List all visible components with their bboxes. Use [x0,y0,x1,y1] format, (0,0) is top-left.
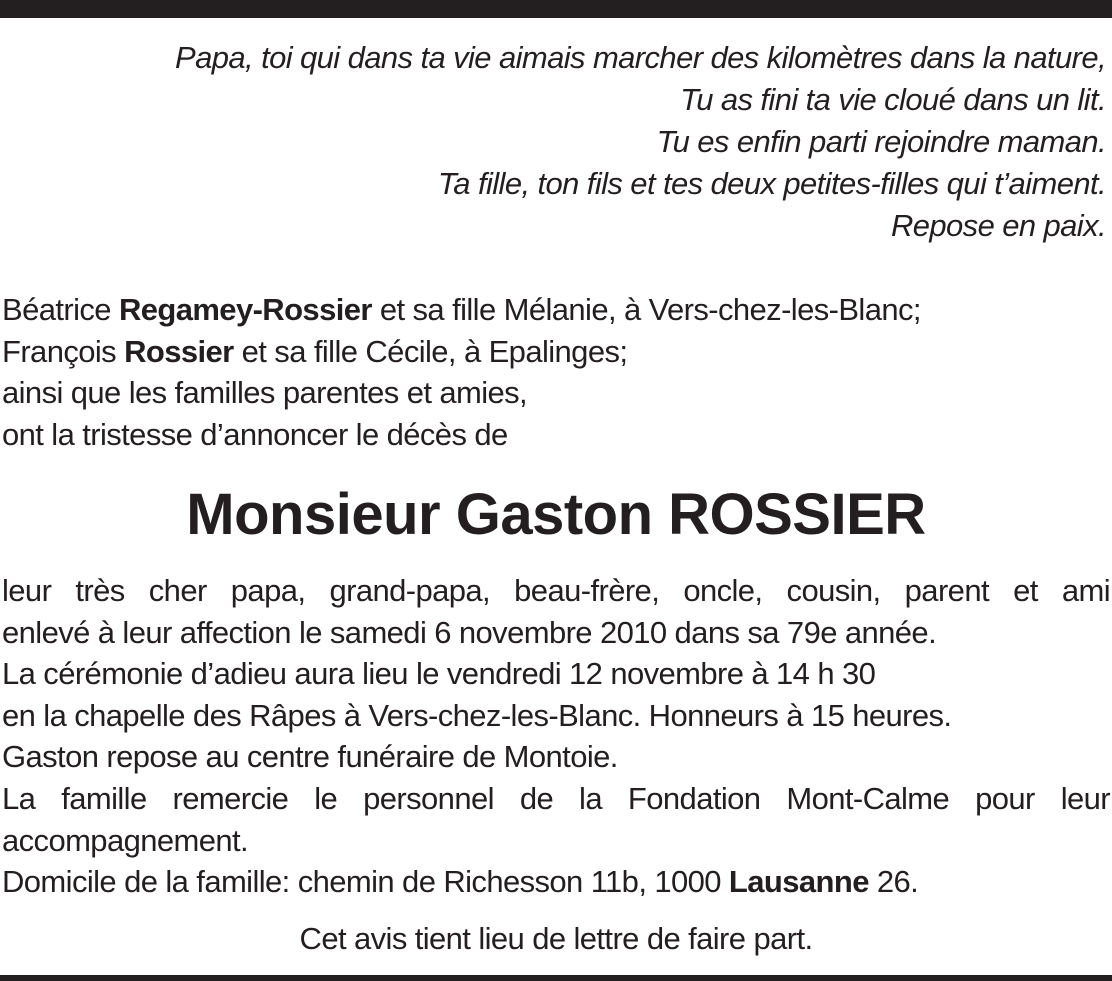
top-border-rule [0,0,1112,18]
poem-line: Tu as fini ta vie cloué dans un lit. [680,82,1106,117]
family-surname: Regamey-Rossier [118,292,372,327]
poem-line: Repose en paix. [890,208,1106,243]
announcement-intro: ont la tristesse d’annoncer le décès de [2,416,508,452]
obituary-details [2,570,1110,903]
family-address: Domicile de la famille: chemin de Richesson 11b, 1000 Lausanne 26. [2,864,919,900]
poem-line: Tu es enfin parti rejoindre maman. [656,124,1106,159]
details-line: leur très cher papa, grand-papa, beau-frère, oncle, cousin, parent et ami [2,573,1110,608]
poem [6,37,1106,247]
family-line-beatrice: Béatrice Regamey-Rossier et sa fille Mélanie, à Vers-chez-les-Blanc; [2,292,921,327]
poem-line: Papa, toi qui dans ta vie aimais marcher des kilomètres dans la nature, [175,40,1106,75]
ceremony-line: La cérémonie d’adieu aura lieu le vendredi 12 novembre à 14 h 30 [2,656,876,692]
deceased-name: Monsieur Gaston ROSSIER [186,482,926,547]
thanks-line-cont: accompagnement. [2,822,249,858]
poem-line: Ta fille, ton fils et tes deux petites-filles qui t’aiment. [437,166,1106,201]
address-city: Lausanne [728,864,869,900]
funeral-center-line: Gaston repose au centre funéraire de Montoie. [2,739,618,775]
thanks-line: La famille remercie le personnel de la Fondation Mont-Calme pour leur [2,780,1110,816]
closing-note: Cet avis tient lieu de lettre de faire part. [299,921,813,956]
ceremony-location-line: en la chapelle des Râpes à Vers-chez-les-Blanc. Honneurs à 15 heures. [2,697,952,733]
family-line-relatives: ainsi que les familles parentes et amies, [2,375,528,410]
family-surname: Rossier [124,333,234,369]
family-announcement [2,289,921,455]
family-line-francois: François Rossier et sa fille Cécile, à Epalinges; [2,333,628,369]
details-line: enlevé à leur affection le samedi 6 novembre 2010 dans sa 79e année. [2,614,937,650]
bottom-border-rule [0,975,1112,981]
